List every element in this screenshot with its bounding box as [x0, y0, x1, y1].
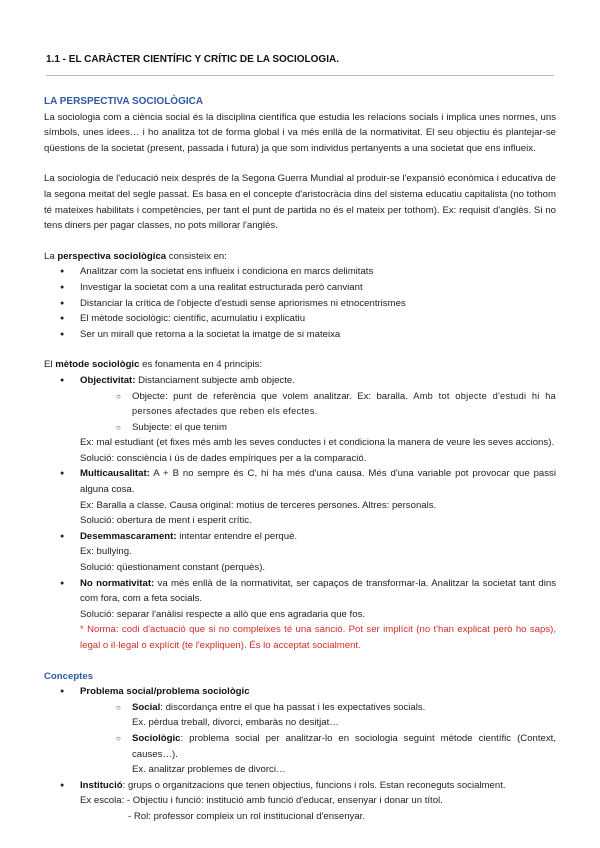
objectivitat-example: Ex: mal estudiant (et fixes més amb les seves conductes i et condiciona la manera de veure les seves accions).: [80, 437, 555, 449]
list-item: ● Investigar la societat com a una realitat estructurada però canviant: [44, 280, 556, 296]
no-normativitat-solution: Solució: separar l'anàlisi respecte a allò que ens agradaria que fos.: [80, 608, 366, 620]
paragraph-sociologia: La sociologia com a ciència social és la disciplina científica que estudia les relacions socials i implica unes normes, uns símbols, unes idees… i ho analitza tot de forma global i va més enllà de la normativitat. El seu objectiu és plantejar-se qüestions de la societat (present, passada i futura) ja que som individus pertanyents a una societat que ens influeix.: [44, 111, 556, 154]
multicausalitat-solution: Solució: obertura de ment i esperit crític.: [80, 515, 252, 527]
perspectiva-intro: La perspectiva sociològica consisteix en:: [44, 250, 227, 262]
metode-intro: El mètode sociològic es fonamenta en 4 principis:: [44, 359, 263, 371]
concept-sociologic: ○ Sociològic: problema social per analitzar-lo en sociologia seguint mètode científic (Context, causes…).: [44, 731, 556, 762]
metode-list-3: [44, 529, 556, 545]
principle-multicausalitat: ● Multicausalitat: A + B no sempre és C, hi ha més d'una causa. Més d'una variable pot provocar que passi alguna cosa.: [44, 466, 556, 497]
concept-institucio: ● Institució: grups o organitzacions que tenen objectius, funcions i rols. Estan reconeguts socialment.: [44, 778, 556, 794]
metode-list: [44, 373, 556, 389]
principle-no-normativitat: ● No normativitat: va més enllà de la normativitat, ser capaços de transformar-la. Analitzar la societat tant dins com fora, com a feta socials.: [44, 576, 556, 607]
institucio-example-2: - Rol: professor compleix un rol institucional d'ensenyar.: [128, 810, 365, 822]
document-body: [44, 94, 556, 825]
conceptes-list: [44, 684, 556, 700]
list-item: ○ Subjecte: el que tenim: [44, 420, 556, 436]
list-item: ○ Objecte: punt de referència que volem analitzar. Ex: baralla. Amb tot objecte d'estudi hi ha persones afectades que reben els efectes.: [44, 389, 556, 420]
list-item: ● Ser un mirall que retorna a la societat la imatge de si mateixa: [44, 327, 556, 343]
concept-social: ○ Social: discordança entre el que ha passat i les expectatives socials.: [44, 700, 556, 716]
principle-desemmascarament: ● Desemmascarament: intentar entendre el perquè.: [44, 529, 556, 545]
page-title: 1.1 - EL CARÀCTER CIENTÍFIC Y CRÍTIC DE LA SOCIOLOGIA.: [46, 54, 339, 65]
section-heading-conceptes: Conceptes: [44, 670, 94, 682]
list-item: ● Distanciar la crítica de l'objecte d'estudi sense apriorismes ni etnocentrismes: [44, 296, 556, 312]
objectivitat-sublist: [44, 389, 556, 436]
institucio-example-1: Ex escola: - Objectiu i funció: institució amb funció d'educar, ensenyar i donar un títol.: [80, 795, 443, 807]
sociologic-example: Ex. analitzar problemes de divorci…: [132, 764, 286, 776]
desemmascarament-example: Ex: bullying.: [80, 546, 132, 558]
title-divider: [46, 75, 554, 76]
metode-list-2: [44, 466, 556, 497]
multicausalitat-example: Ex: Baralla a classe. Causa original: motius de terceres persones. Altres: personals.: [80, 499, 437, 511]
desemmascarament-solution: Solució: qüestionament constant (perquès).: [80, 562, 266, 574]
list-item: ● El mètode sociològic: científic, acumulatiu i explicatiu: [44, 311, 556, 327]
social-example: Ex. pèrdua treball, divorci, embaràs no desitjat…: [132, 717, 339, 729]
perspectiva-list: [44, 264, 556, 342]
principle-objectivitat: ● Objectivitat: Distanciament subjecte amb objecte.: [44, 373, 556, 389]
conceptes-list-2: [44, 778, 556, 794]
problema-sublist-2: [44, 731, 556, 762]
problema-sublist: [44, 700, 556, 716]
norma-note: * Norma: codi d'actuació que si no compleixes té una sanció. Pot ser implícit (no t'han explicat però ho saps), legal o il·legal o explícit (te l'expliquen). És lo acceptat socialment.: [80, 624, 556, 651]
list-item: ● Analitzar com la societat ens influeix i condiciona en marcs delimitats: [44, 264, 556, 280]
section-heading-perspectiva: LA PERSPECTIVA SOCIOLÒGICA: [44, 96, 204, 107]
metode-list-4: [44, 576, 556, 607]
objectivitat-solution: Solució: consciència i ús de dades empíriques per a la comparació.: [80, 452, 367, 464]
concept-problema: ● Problema social/problema sociològic: [44, 684, 556, 700]
paragraph-sociologia-educacio: La sociologia de l'educació neix després de la Segona Guerra Mundial al produir-se l'expansió econòmica i educativa de la segona meitat del segle passat. Es basa en el concepte d'aristocràcia dins del sistema educatiu capitalista (no tothom té mateixes habilitats i competències, per tant el punt de partida no és el mateix per tothom). Ex: requisit d'anglès. Si no tens diners per pagar classes, no pots millorar l'anglès.: [44, 173, 556, 232]
